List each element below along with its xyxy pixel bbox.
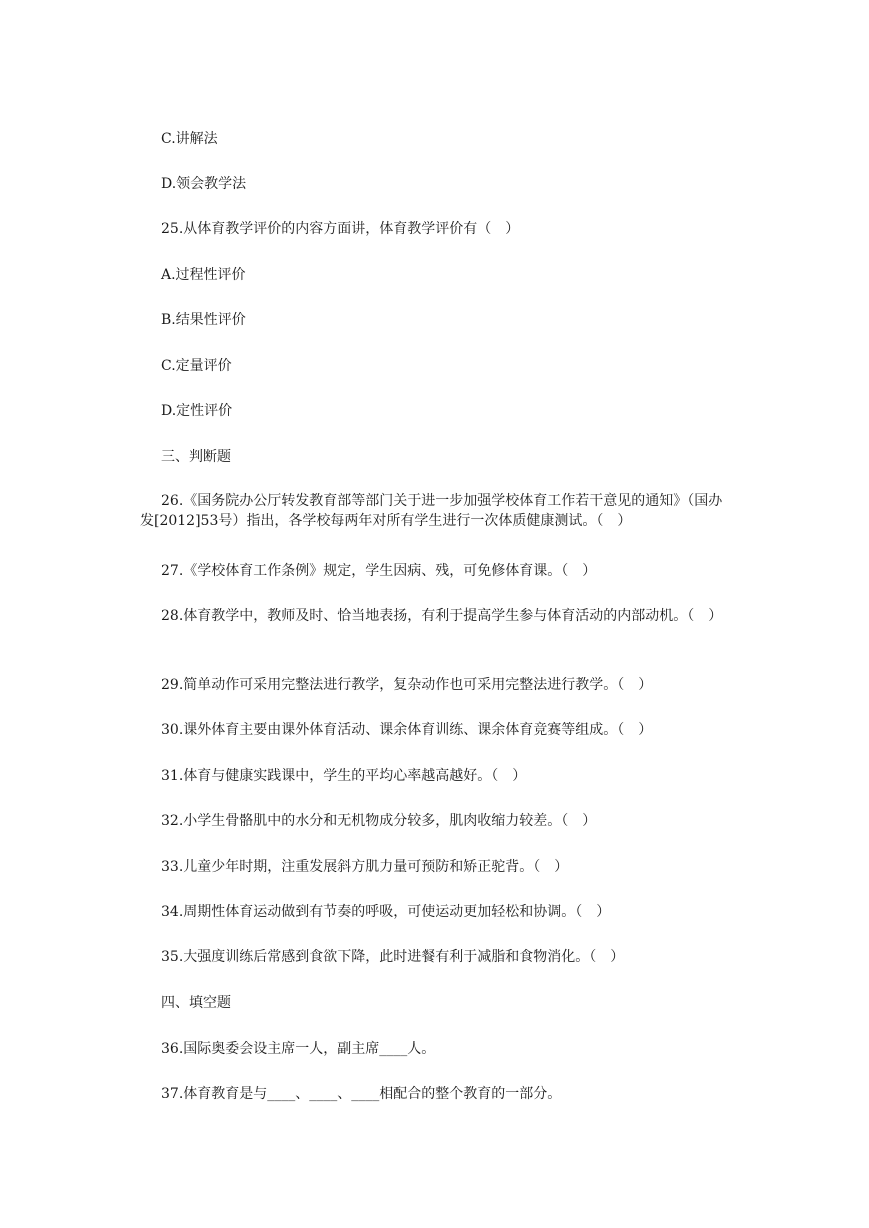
- option-d-comprehension: D.领会教学法: [161, 176, 247, 192]
- question-26: 26.《国务院办公厅转发教育部等部门关于进一步加强学校体育工作若干意见的通知》（国办发[2012]53号）指出，各学校每两年对所有学生进行一次体质健康测试。（ ）: [140, 493, 723, 529]
- option-b-result-eval: B.结果性评价: [161, 312, 246, 328]
- question-37: 37.体育教育是与____、____、____相配合的整个教育的一部分。: [161, 1086, 562, 1102]
- question-25: 25.从体育教学评价的内容方面讲，体育教学评价有（ ）: [161, 221, 520, 237]
- question-29: 29.简单动作可采用完整法进行教学，复杂动作也可采用完整法进行教学。（ ）: [161, 677, 653, 693]
- question-27: 27.《学校体育工作条例》规定，学生因病、残，可免修体育课。（ ）: [161, 563, 597, 579]
- section-heading-true-false: 三、判断题: [161, 449, 231, 465]
- question-31: 31.体育与健康实践课中，学生的平均心率越高越好。（ ）: [161, 768, 527, 784]
- question-35: 35.大强度训练后常感到食欲下降，此时进餐有利于减脂和食物消化。（ ）: [161, 949, 625, 965]
- option-d-qualitative-eval: D.定性评价: [161, 403, 233, 419]
- option-a-process-eval: A.过程性评价: [161, 267, 246, 283]
- option-c-explanation: C.讲解法: [161, 131, 218, 147]
- question-36: 36.国际奥委会设主席一人，副主席____人。: [161, 1041, 436, 1057]
- section-heading-fill-blank: 四、填空题: [161, 995, 231, 1011]
- question-33: 33.儿童少年时期，注重发展斜方肌力量可预防和矫正驼背。（ ）: [161, 859, 569, 875]
- option-c-quantitative-eval: C.定量评价: [161, 358, 232, 374]
- question-30: 30.课外体育主要由课外体育活动、课余体育训练、课余体育竞赛等组成。（ ）: [161, 722, 653, 738]
- question-32: 32.小学生骨骼肌中的水分和无机物成分较多，肌肉收缩力较差。（ ）: [161, 813, 597, 829]
- question-28: 28.体育教学中，教师及时、恰当地表扬，有利于提高学生参与体育活动的内部动机。（ ）: [161, 608, 723, 624]
- question-34: 34.周期性体育运动做到有节奏的呼吸，可使运动更加轻松和协调。（ ）: [161, 904, 611, 920]
